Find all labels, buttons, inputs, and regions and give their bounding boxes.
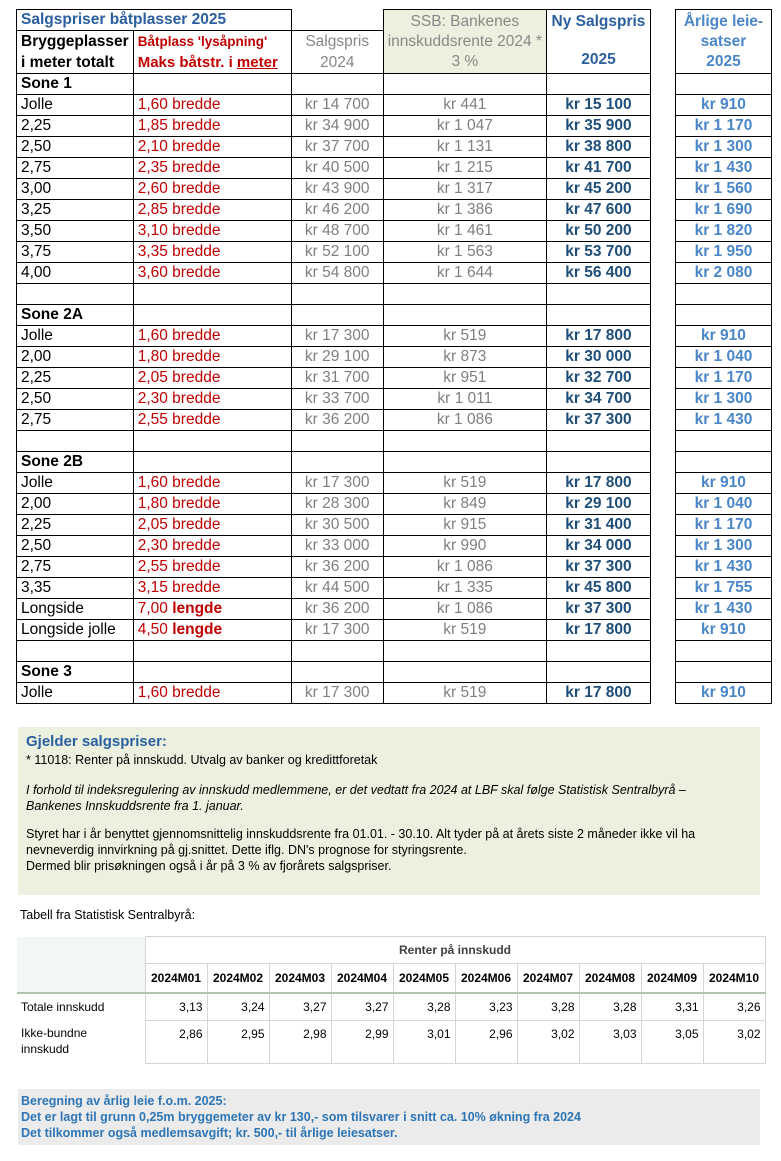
table-row (17, 683, 772, 704)
rate-increase: kr 1 563 (383, 242, 546, 263)
ssb-rates-table (17, 936, 766, 1064)
annual-lease: kr 910 (675, 473, 771, 494)
annual-lease: kr 1 430 (675, 158, 771, 179)
zone-header-row (17, 74, 772, 95)
spacer-row (17, 431, 772, 452)
price-2025: kr 37 300 (546, 410, 650, 431)
ssb-value: 3,01 (393, 1021, 455, 1064)
table-title: Salgspriser båtplasser 2025 (17, 10, 292, 31)
ssb-row (17, 1021, 765, 1064)
table-row (17, 116, 772, 137)
dock-size: 3,00 (17, 179, 134, 200)
price-2025: kr 30 000 (546, 347, 650, 368)
boat-size: 2,30 bredde (133, 389, 291, 410)
table-row (17, 578, 772, 599)
table-row (17, 200, 772, 221)
price-2025: kr 45 800 (546, 578, 650, 599)
rate-increase: kr 1 644 (383, 263, 546, 284)
info-italic-paragraph: I forhold til indeksregulering av innskudd medlemmene, er det vedtatt fra 2024 at LBF skal følge Statistisk Sentralbyrå – Bankenes Innskuddsrente fra 1. januar. (26, 783, 686, 813)
price-2025: kr 45 200 (546, 179, 650, 200)
price-2025: kr 47 600 (546, 200, 650, 221)
ssb-table-title: Renter på innskudd (145, 937, 765, 964)
ssb-value: 2,95 (207, 1021, 269, 1064)
annual-lease: kr 1 040 (675, 347, 771, 368)
info-box (18, 727, 760, 895)
price-2025: kr 50 200 (546, 221, 650, 242)
dock-size: 2,00 (17, 494, 134, 515)
boat-size: 2,30 bredde (133, 536, 291, 557)
price-2025: kr 34 700 (546, 389, 650, 410)
price-2025: kr 17 800 (546, 473, 650, 494)
price-2025: kr 31 400 (546, 515, 650, 536)
boat-size: 7,00 lengde (133, 599, 291, 620)
boat-size: 1,80 bredde (133, 494, 291, 515)
rate-increase: kr 1 086 (383, 557, 546, 578)
price-2024: kr 43 900 (291, 179, 383, 200)
annual-lease: kr 1 300 (675, 536, 771, 557)
dock-size: Jolle (17, 683, 134, 704)
table-row (17, 158, 772, 179)
table-row (17, 242, 772, 263)
table-row (17, 515, 772, 536)
rate-increase: kr 1 317 (383, 179, 546, 200)
annual-lease: kr 1 040 (675, 494, 771, 515)
month-header: 2024M03 (269, 964, 331, 994)
calc-line: Det er lagt til grunn 0,25m bryggemeter av kr 130,- som tilsvarer i snitt ca. 10% økning fra 2024 (21, 1110, 581, 1124)
boat-size: 3,60 bredde (133, 263, 291, 284)
dock-size: Jolle (17, 473, 134, 494)
price-2025: kr 35 900 (546, 116, 650, 137)
month-header: 2024M02 (207, 964, 269, 994)
table-row (17, 620, 772, 641)
table-row (17, 137, 772, 158)
rate-increase: kr 519 (383, 473, 546, 494)
rate-increase: kr 1 131 (383, 137, 546, 158)
table-row (17, 410, 772, 431)
dock-size: 2,25 (17, 368, 134, 389)
rate-increase: kr 1 335 (383, 578, 546, 599)
col-header-ssb-rate: SSB: Bankenes innskuddsrente 2024 * 3 % (383, 10, 546, 74)
dock-size: 3,25 (17, 200, 134, 221)
price-2025: kr 34 000 (546, 536, 650, 557)
annual-lease: kr 1 430 (675, 557, 771, 578)
rate-increase: kr 1 086 (383, 410, 546, 431)
month-header: 2024M04 (331, 964, 393, 994)
info-paragraph: Styret har i år benyttet gjennomsnittelig innskuddsrente fra 01.01. - 30.10. Alt tyder på at årets siste 2 måneder ikke vil ha nevneverdig innvirkning på gj.snittet. Dette iflg. DN's prognose for styringsrente. Dermed blir prisøkningen også i år på 3 % av fjorårets salgspriser. (26, 827, 696, 873)
dock-size: 2,75 (17, 410, 134, 431)
zone-header-row (17, 452, 772, 473)
rate-increase: kr 519 (383, 683, 546, 704)
annual-lease: kr 1 170 (675, 368, 771, 389)
price-2024: kr 52 100 (291, 242, 383, 263)
ssb-value: 3,28 (517, 993, 579, 1021)
price-2025: kr 17 800 (546, 326, 650, 347)
dock-size: 2,50 (17, 389, 134, 410)
price-2024: kr 44 500 (291, 578, 383, 599)
price-table (16, 9, 772, 704)
dock-size: 2,75 (17, 158, 134, 179)
rate-increase: kr 990 (383, 536, 546, 557)
annual-lease: kr 1 560 (675, 179, 771, 200)
boat-size: 2,55 bredde (133, 557, 291, 578)
month-header: 2024M08 (579, 964, 641, 994)
ssb-value: 3,27 (269, 993, 331, 1021)
rate-increase: kr 441 (383, 95, 546, 116)
month-header: 2024M10 (703, 964, 765, 994)
price-2024: kr 46 200 (291, 200, 383, 221)
dock-size: 2,75 (17, 557, 134, 578)
ssb-value: 3,28 (579, 993, 641, 1021)
table-row (17, 95, 772, 116)
price-2025: kr 56 400 (546, 263, 650, 284)
price-2024: kr 17 300 (291, 473, 383, 494)
boat-size: 1,85 bredde (133, 116, 291, 137)
annual-lease: kr 910 (675, 620, 771, 641)
price-2024: kr 36 200 (291, 599, 383, 620)
price-2025: kr 37 300 (546, 557, 650, 578)
rate-increase: kr 519 (383, 620, 546, 641)
price-2025: kr 53 700 (546, 242, 650, 263)
calc-line: Det tilkommer også medlemsavgift; kr. 500,- til årlige leiesatser. (21, 1126, 398, 1140)
annual-lease: kr 1 950 (675, 242, 771, 263)
price-2024: kr 28 300 (291, 494, 383, 515)
price-2025: kr 17 800 (546, 683, 650, 704)
dock-size: 3,75 (17, 242, 134, 263)
month-header: 2024M05 (393, 964, 455, 994)
price-2024: kr 17 300 (291, 683, 383, 704)
annual-lease: kr 1 170 (675, 515, 771, 536)
price-2024: kr 36 200 (291, 557, 383, 578)
price-2024: kr 33 000 (291, 536, 383, 557)
info-footnote: * 11018: Renter på innskudd. Utvalg av banker og kredittforetak (26, 753, 378, 767)
col-header-new-price: Ny Salgspris 2025 (546, 10, 650, 74)
table-row (17, 221, 772, 242)
col-header-annual-lease: Årlige leie- satser 2025 (675, 10, 771, 74)
price-2025: kr 15 100 (546, 95, 650, 116)
price-2024: kr 34 900 (291, 116, 383, 137)
dock-size: Jolle (17, 95, 134, 116)
ssb-value: 3,02 (517, 1021, 579, 1064)
zone-name: Sone 3 (17, 662, 134, 683)
table-row (17, 326, 772, 347)
table-row (17, 473, 772, 494)
dock-size: Jolle (17, 326, 134, 347)
boat-size: 2,10 bredde (133, 137, 291, 158)
price-2024: kr 33 700 (291, 389, 383, 410)
lease-calculation-box (18, 1089, 760, 1145)
price-2024: kr 37 700 (291, 137, 383, 158)
dock-size: 4,00 (17, 263, 134, 284)
price-2024: kr 36 200 (291, 410, 383, 431)
table-row (17, 557, 772, 578)
month-header: 2024M07 (517, 964, 579, 994)
table-row (17, 536, 772, 557)
month-header: 2024M06 (455, 964, 517, 994)
table-row (17, 599, 772, 620)
rate-increase: kr 1 215 (383, 158, 546, 179)
boat-size: 1,60 bredde (133, 683, 291, 704)
ssb-value: 3,24 (207, 993, 269, 1021)
annual-lease: kr 1 430 (675, 599, 771, 620)
boat-size: 2,85 bredde (133, 200, 291, 221)
col-header-dock-size: Bryggeplasser i meter totalt (17, 31, 134, 74)
price-2025: kr 32 700 (546, 368, 650, 389)
annual-lease: kr 1 170 (675, 116, 771, 137)
ssb-table-label: Tabell fra Statistisk Sentralbyrå: (20, 908, 196, 922)
dock-size: 3,50 (17, 221, 134, 242)
spacer-row (17, 641, 772, 662)
annual-lease: kr 1 820 (675, 221, 771, 242)
annual-lease: kr 1 430 (675, 410, 771, 431)
rate-increase: kr 1 011 (383, 389, 546, 410)
calc-title: Beregning av årlig leie f.o.m. 2025: (21, 1094, 227, 1108)
ssb-value: 3,26 (703, 993, 765, 1021)
ssb-value: 2,98 (269, 1021, 331, 1064)
rate-increase: kr 1 086 (383, 599, 546, 620)
table-row (17, 368, 772, 389)
annual-lease: kr 910 (675, 326, 771, 347)
dock-size: 2,50 (17, 137, 134, 158)
col-header-price-2024: Salgspris 2024 (291, 31, 383, 74)
zone-header-row (17, 305, 772, 326)
boat-size: 1,60 bredde (133, 473, 291, 494)
rate-increase: kr 873 (383, 347, 546, 368)
ssb-value: 3,05 (641, 1021, 703, 1064)
price-2024: kr 17 300 (291, 326, 383, 347)
price-2024: kr 17 300 (291, 620, 383, 641)
rate-increase: kr 519 (383, 326, 546, 347)
boat-size: 3,10 bredde (133, 221, 291, 242)
info-title: Gjelder salgspriser: (26, 733, 167, 750)
price-2024: kr 48 700 (291, 221, 383, 242)
dock-size: 2,50 (17, 536, 134, 557)
ssb-row (17, 993, 765, 1021)
annual-lease: kr 910 (675, 95, 771, 116)
annual-lease: kr 1 755 (675, 578, 771, 599)
dock-size: Longside (17, 599, 134, 620)
price-2024: kr 14 700 (291, 95, 383, 116)
table-row (17, 179, 772, 200)
annual-lease: kr 1 300 (675, 389, 771, 410)
spacer-row (17, 284, 772, 305)
ssb-value: 2,96 (455, 1021, 517, 1064)
dock-size: 2,25 (17, 515, 134, 536)
rate-increase: kr 951 (383, 368, 546, 389)
table-row (17, 494, 772, 515)
price-2024: kr 30 500 (291, 515, 383, 536)
zone-name: Sone 2A (17, 305, 134, 326)
rate-increase: kr 1 461 (383, 221, 546, 242)
annual-lease: kr 1 300 (675, 137, 771, 158)
boat-size: 1,80 bredde (133, 347, 291, 368)
annual-lease: kr 910 (675, 683, 771, 704)
table-row (17, 263, 772, 284)
ssb-value: 2,99 (331, 1021, 393, 1064)
zone-name: Sone 1 (17, 74, 134, 95)
price-2025: kr 17 800 (546, 620, 650, 641)
col-header-boat-size: Båtplass 'lysåpning' Maks båtstr. i meter (133, 31, 291, 74)
ssb-value: 3,23 (455, 993, 517, 1021)
boat-size: 1,60 bredde (133, 326, 291, 347)
price-2025: kr 38 800 (546, 137, 650, 158)
ssb-row-label: Ikke-bundne innskudd (17, 1021, 145, 1064)
ssb-value: 3,13 (145, 993, 207, 1021)
price-2025: kr 41 700 (546, 158, 650, 179)
table-row (17, 347, 772, 368)
boat-size: 3,15 bredde (133, 578, 291, 599)
rate-increase: kr 915 (383, 515, 546, 536)
price-2024: kr 54 800 (291, 263, 383, 284)
price-2024: kr 29 100 (291, 347, 383, 368)
ssb-value: 3,27 (331, 993, 393, 1021)
ssb-value: 3,28 (393, 993, 455, 1021)
ssb-row-label: Totale innskudd (17, 993, 145, 1021)
boat-size: 2,35 bredde (133, 158, 291, 179)
month-header: 2024M01 (145, 964, 207, 994)
dock-size: 2,25 (17, 116, 134, 137)
month-header: 2024M09 (641, 964, 703, 994)
boat-size: 4,50 lengde (133, 620, 291, 641)
dock-size: Longside jolle (17, 620, 134, 641)
boat-size: 2,05 bredde (133, 368, 291, 389)
zone-header-row (17, 662, 772, 683)
ssb-value: 3,02 (703, 1021, 765, 1064)
ssb-value: 2,86 (145, 1021, 207, 1064)
annual-lease: kr 2 080 (675, 263, 771, 284)
annual-lease: kr 1 690 (675, 200, 771, 221)
dock-size: 2,00 (17, 347, 134, 368)
ssb-value: 3,03 (579, 1021, 641, 1064)
boat-size: 1,60 bredde (133, 95, 291, 116)
boat-size: 2,05 bredde (133, 515, 291, 536)
boat-size: 3,35 bredde (133, 242, 291, 263)
ssb-value: 3,31 (641, 993, 703, 1021)
rate-increase: kr 1 386 (383, 200, 546, 221)
rate-increase: kr 1 047 (383, 116, 546, 137)
price-2025: kr 29 100 (546, 494, 650, 515)
boat-size: 2,60 bredde (133, 179, 291, 200)
price-2024: kr 40 500 (291, 158, 383, 179)
rate-increase: kr 849 (383, 494, 546, 515)
table-row (17, 389, 772, 410)
price-2025: kr 37 300 (546, 599, 650, 620)
price-2024: kr 31 700 (291, 368, 383, 389)
dock-size: 3,35 (17, 578, 134, 599)
boat-size: 2,55 bredde (133, 410, 291, 431)
zone-name: Sone 2B (17, 452, 134, 473)
